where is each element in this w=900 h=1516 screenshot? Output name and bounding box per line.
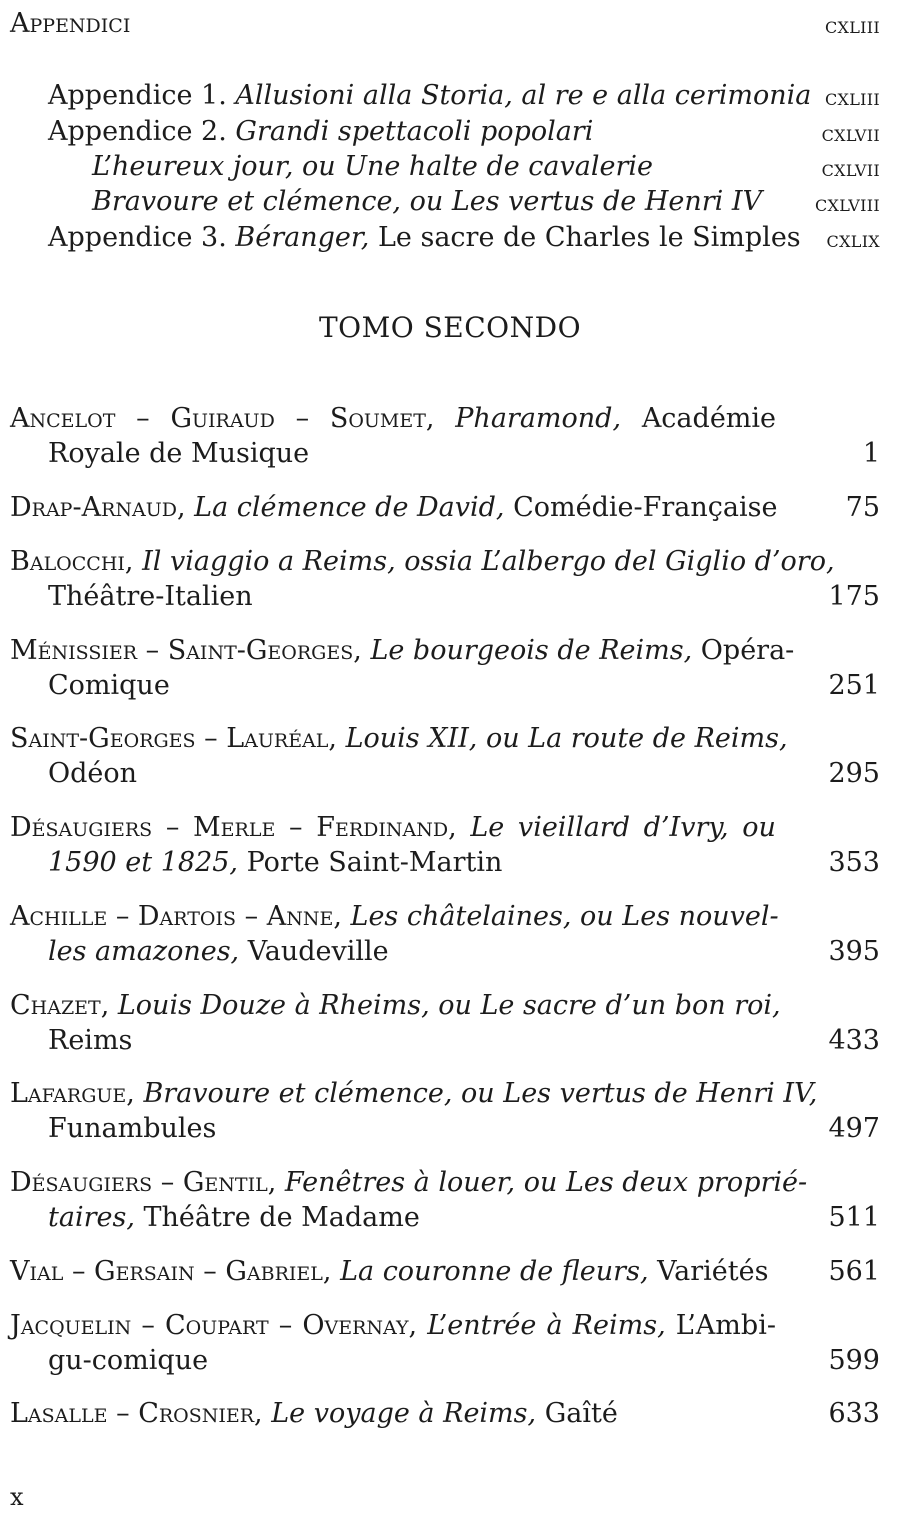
appendix-page: cxliii (824, 85, 880, 111)
author-name: Jacquelin (10, 1310, 132, 1341)
appendix-text: Appendice 3. (48, 222, 227, 253)
entry-text: – (203, 1256, 217, 1287)
entry-text: Théâtre de Madame (143, 1202, 420, 1233)
appendix-item[interactable] (48, 220, 801, 256)
author-name: Crosnier, (138, 1398, 263, 1429)
section-title: TOMO SECONDO (318, 311, 582, 344)
author-name: Chazet, (10, 990, 110, 1021)
entry-text: – (141, 1310, 155, 1341)
appendix-subitem[interactable]: Bravoure et clémence, ou Les vertus de Henri IV (92, 186, 763, 217)
work-title: Le vieillard d’Ivry, ou (470, 812, 776, 843)
appendix-text: Appendice 2. (48, 116, 227, 147)
entry-text: Gaîté (544, 1398, 618, 1429)
appendix-text: Allusioni alla Storia, al re e alla cerimonia (235, 80, 812, 111)
entry-text: – (145, 635, 160, 666)
appendix-text: Béranger, (235, 222, 370, 253)
author-name: Gentil, (182, 1167, 277, 1198)
toc-entry[interactable] (10, 401, 776, 437)
appendix-item[interactable] (48, 78, 811, 114)
author-name: Guiraud (170, 403, 275, 434)
toc-page-number: 395 (828, 936, 880, 967)
author-name: Désaugiers (10, 812, 153, 843)
work-title: Fenêtres à louer, ou Les deux proprié- (284, 1167, 808, 1198)
author-name: Coupart (165, 1310, 269, 1341)
toc-entry[interactable] (10, 1076, 818, 1112)
entry-text: L’Ambi- (675, 1310, 776, 1341)
author-name: Ancelot (10, 403, 116, 434)
author-name: Gabriel, (225, 1256, 332, 1287)
entry-text: Vaudeville (247, 936, 389, 967)
entry-text: Comédie-Française (513, 492, 778, 523)
author-name: Vial (10, 1256, 64, 1287)
work-title: Louis XII, ou La route de Reims, (345, 723, 788, 754)
author-name: Soumet, (329, 403, 435, 434)
toc-entry-continuation (48, 1200, 420, 1236)
entry-text: – (136, 403, 150, 434)
work-title: les amazones, (48, 936, 240, 967)
entry-text: – (71, 1256, 86, 1287)
toc-page-number: 1 (862, 438, 880, 469)
toc-entry[interactable] (10, 899, 779, 935)
toc-entry-continuation: Odéon (48, 758, 138, 789)
appendix-subitem[interactable]: L’heureux jour, ou Une halte de cavalerie (92, 151, 654, 182)
entry-text: Porte Saint-Martin (246, 847, 503, 878)
toc-page-number: 511 (828, 1202, 880, 1233)
work-title: L’entrée à Reims, (427, 1310, 666, 1341)
toc-page-number: 175 (828, 581, 880, 612)
toc-entry[interactable] (10, 988, 781, 1024)
toc-entry[interactable] (10, 490, 777, 526)
author-name: Overnay, (302, 1310, 418, 1341)
toc-entry[interactable] (10, 544, 835, 580)
work-title: La clémence de David, (194, 492, 505, 523)
work-title: 1590 et 1825, (48, 847, 239, 878)
author-name: Anne, (266, 901, 342, 932)
author-name: Lasalle (10, 1398, 108, 1429)
running-header: Appendici (10, 8, 131, 39)
toc-entry-continuation: Comique (48, 670, 170, 701)
toc-entry-continuation: gu-comique (48, 1345, 209, 1376)
work-title: taires, (48, 1202, 135, 1233)
toc-page-number: 599 (828, 1345, 880, 1376)
appendix-item[interactable] (48, 114, 593, 150)
entry-text: – (165, 812, 180, 843)
work-title: Pharamond, (455, 403, 622, 434)
author-name: Ferdinand, (316, 812, 457, 843)
toc-entry[interactable] (10, 721, 788, 757)
author-name: Désaugiers (10, 1167, 153, 1198)
toc-entry[interactable] (10, 1254, 768, 1290)
work-title: Louis Douze à Rheims, ou Le sacre d’un bon roi, (117, 990, 781, 1021)
entry-text: Académie (641, 403, 777, 434)
entry-text: Variétés (657, 1256, 769, 1287)
toc-page-number: 633 (828, 1398, 880, 1429)
toc-page-number: 353 (828, 847, 880, 878)
appendix-page: cxlviii (815, 191, 880, 217)
appendix-text: Le sacre de Charles le Simples (377, 222, 801, 253)
toc-page-number: 561 (828, 1256, 880, 1287)
toc-entry-continuation: Funambules (48, 1113, 217, 1144)
work-title: Les châtelaines, ou Les nouvel- (350, 901, 779, 932)
toc-entry[interactable] (10, 1165, 808, 1201)
appendix-page: cxlix (826, 227, 880, 253)
entry-text: – (115, 901, 130, 932)
toc-entry[interactable] (10, 1308, 776, 1344)
entry-text: – (278, 1310, 293, 1341)
toc-page-number: 295 (828, 758, 880, 789)
toc-entry-continuation (48, 934, 389, 970)
author-name: Lafargue, (10, 1078, 135, 1109)
toc-entry[interactable] (10, 633, 795, 669)
author-name: Dartois (137, 901, 237, 932)
toc-page-number: 497 (828, 1113, 880, 1144)
toc-entry-continuation: Royale de Musique (48, 438, 310, 469)
author-name: Ménissier (10, 635, 138, 666)
toc-entry-continuation (48, 845, 502, 881)
entry-text: Opéra- (700, 635, 795, 666)
author-name: Saint-Georges (10, 723, 196, 754)
toc-page-number: 251 (828, 670, 880, 701)
entry-text: – (295, 403, 310, 434)
entry-text: – (116, 1398, 130, 1429)
author-name: Saint-Georges, (167, 635, 362, 666)
toc-page-number: 75 (845, 492, 880, 523)
appendix-page: cxlvii (821, 121, 880, 147)
work-title: La couronne de fleurs, (340, 1256, 649, 1287)
author-name: Merle (193, 812, 276, 843)
author-name: Achille (10, 901, 108, 932)
page-folio: x (10, 1483, 24, 1511)
toc-page-number: 433 (828, 1025, 880, 1056)
appendix-text: Appendice 1. (48, 80, 227, 111)
author-name: Lauréal, (226, 723, 337, 754)
work-title: Le voyage à Reims, (271, 1398, 537, 1429)
author-name: Balocchi, (10, 546, 134, 577)
work-title: Bravoure et clémence, ou Les vertus de Henri IV, (143, 1078, 818, 1109)
entry-text: – (289, 812, 303, 843)
work-title: Il viaggio a Reims, ossia L’albergo del Giglio d’oro, (142, 546, 835, 577)
author-name: Gersain (94, 1256, 195, 1287)
entry-text: – (204, 723, 218, 754)
toc-entry[interactable] (10, 810, 776, 846)
toc-entry-continuation: Théâtre-Italien (48, 581, 253, 612)
entry-text: – (160, 1167, 175, 1198)
appendix-page: cxlvii (821, 156, 880, 182)
author-name: Drap-Arnaud, (10, 492, 186, 523)
running-header-page: cxliii (824, 13, 880, 39)
toc-entry-continuation: Reims (48, 1025, 133, 1056)
toc-entry[interactable] (10, 1396, 618, 1432)
appendix-text: Grandi spettacoli popolari (235, 116, 594, 147)
work-title: Le bourgeois de Reims, (370, 635, 693, 666)
entry-text: – (244, 901, 259, 932)
